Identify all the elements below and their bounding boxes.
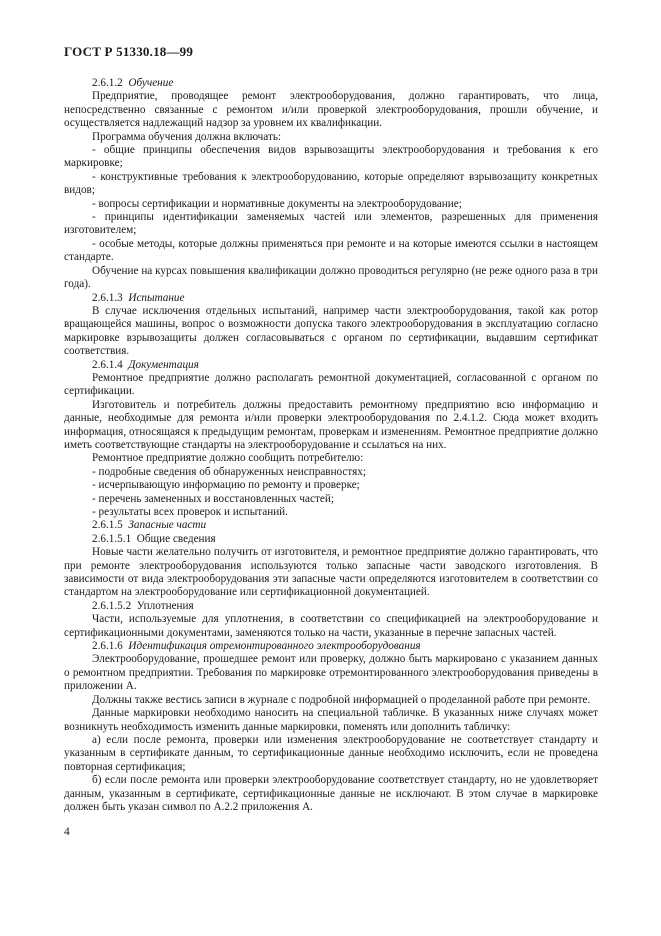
document-body — [64, 77, 598, 814]
section-heading-2-6-1-4: 2.6.1.4 Документация — [92, 358, 199, 371]
list-item: - вопросы сертификации и нормативные документы на электрооборудование; — [92, 197, 462, 210]
list-item: - конструктивные требования к электрооборудованию, которые определяют взрывозащиту конкретных видов; — [64, 170, 598, 197]
paragraph: Ремонтное предприятие должно сообщить потребителю: — [92, 452, 364, 465]
list-item: - особые методы, которые должны применяться при ремонте и на которые имеются ссылки в настоящем стандарте. — [64, 237, 598, 264]
page-number: 4 — [64, 826, 70, 838]
paragraph: Программа обучения должна включать: — [92, 130, 282, 143]
list-item: - принципы идентификации заменяемых частей или элементов, разрешенных для применения изготовителем; — [64, 211, 598, 237]
section-heading-2-6-1-5-1: 2.6.1.5.1 Общие сведения — [92, 532, 216, 545]
list-item: - перечень замененных и восстановленных частей; — [92, 492, 334, 505]
section-heading-2-6-1-2: 2.6.1.2 Обучение — [92, 77, 174, 89]
list-item: - подробные сведения об обнаруженных неисправностях; — [92, 465, 366, 478]
paragraph: Данные маркировки необходимо наносить на специальной табличке. В указанных ниже случаях может возникнуть необходимость изменить данные маркировки, поменять или дополнить табличку: — [64, 707, 598, 733]
paragraph: Электрооборудование, прошедшее ремонт или проверку, должно быть маркировано с указанием данных о ремонтном предприятии. Требования по маркировке отремонтированного электрооборудования приведены в приложении А. — [64, 653, 598, 693]
section-heading-2-6-1-5: 2.6.1.5 Запасные части — [92, 519, 207, 532]
section-heading-2-6-1-3: 2.6.1.3 Испытание — [92, 291, 185, 304]
section-heading-2-6-1-5-2: 2.6.1.5.2 Уплотнения — [92, 599, 194, 612]
paragraph: Должны также вестись записи в журнале с подробной информацией о проделанной работе при ремонте. — [92, 693, 591, 706]
list-item: - исчерпывающую информацию по ремонту и проверке; — [92, 479, 360, 492]
paragraph: Новые части желательно получить от изготовителя, и ремонтное предприятие должно гарантировать, что при ремонте электрооборудования используются только запасные части заводского изготовления. В зависимости от вида электрооборудования эти запасные части определяются изготовителем в соответствии со стандартом на электрооборудование или сертификационной документацией. — [64, 546, 598, 599]
section-heading-2-6-1-6: 2.6.1.6 Идентификация отремонтированного электрооборудования — [92, 640, 421, 653]
list-item: - общие принципы обеспечения видов взрывозащиты электрооборудования и требования к его маркировке; — [64, 144, 598, 170]
paragraph: Изготовитель и потребитель должны предоставить ремонтному предприятию всю информацию и данные, необходимые для ремонта и/или проверки электрооборудования по 2.4.1.2. Сюда может входить информация, относящаяся к предыдущим ремонтам, проверкам и изменениям. Ремонтное предприятие должно иметь соответствующие стандарты на электрооборудование и ссылаться на них. — [64, 398, 598, 451]
paragraph: В случае исключения отдельных испытаний, например части электрооборудования, такой как ротор вращающейся машины, вопрос о возможности допуска такого электрооборудования в эксплуатацию согласно маркировке взрывозащиты должен согласовываться с органом по сертификации, выдавшим сертификат соответствия. — [64, 304, 598, 358]
paragraph: Обучение на курсах повышения квалификации должно проводиться регулярно (не реже одного раза в три года). — [64, 264, 598, 291]
list-item: - результаты всех проверок и испытаний. — [92, 506, 288, 518]
paragraph: Части, используемые для уплотнения, в соответствии со спецификацией на электрооборудование и сертификационными документами, заменяются только на части, указанные в перечне запасных частей. — [64, 613, 598, 639]
paragraph: а) если после ремонта, проверки или изменения электрооборудование не соответствует стандарту и указанным в сертификате данным, то сертификационные данные необходимо исключить, если не проведена повторная сертификация; — [64, 733, 598, 773]
paragraph: Предприятие, проводящее ремонт электрооборудования, должно гарантировать, что лица, непосредственно связанные с ремонтом и/или проверкой электрооборудования, прошли обучение, и осуществляется надлежащий надзор за уровнем их квалификации. — [64, 90, 598, 130]
document-header: ГОСТ Р 51330.18—99 — [64, 44, 194, 59]
paragraph: б) если после ремонта или проверки электрооборудование соответствует стандарту, но не удовлетворяет данным, указанным в сертификате, сертификационные данные не исключают. В этом случае в маркировке должен быть указан символ по А.2.2 приложения А. — [64, 774, 598, 813]
paragraph: Ремонтное предприятие должно располагать ремонтной документацией, согласованной с органом по сертификации. — [64, 371, 598, 398]
